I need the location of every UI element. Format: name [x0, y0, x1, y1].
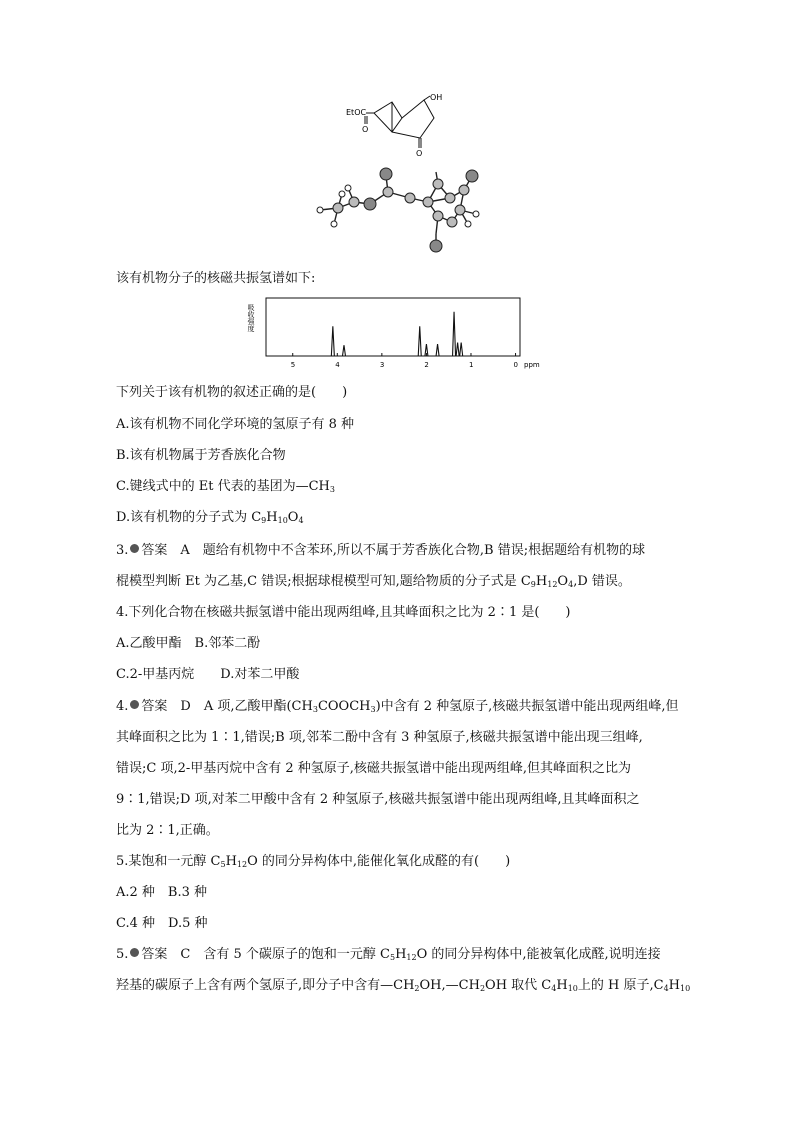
answer-5-line-2: 羟基的碳原子上含有两个氢原子,即分子中含有$—CH_2OH,—CH_2OH$ 取代 $C_4H_{10}$上的 H 原子$,C_4H_{10}$	[116, 978, 691, 993]
nmr-spectrum-chart	[248, 292, 548, 372]
q2-stem: 下列关于该有机物的叙述正确的是( )	[116, 385, 348, 400]
ester-o-label: O	[362, 125, 369, 134]
x-tick-label: 2	[424, 361, 429, 369]
nmr-peak	[331, 326, 334, 356]
nmr-intro: 该有机物分子的核磁共振氢谱如下:	[116, 271, 316, 286]
x-tick-label: 4	[335, 361, 340, 369]
plot-frame	[266, 298, 520, 356]
answer-marker-icon	[130, 544, 139, 553]
q2-option-b: B.该有机物属于芳香族化合物	[116, 448, 286, 463]
x-axis-unit: ppm	[524, 361, 540, 369]
q5-options-ab: A.2 种 B.3 种	[116, 885, 208, 900]
oh-label: OH	[430, 93, 443, 102]
y-axis-label: 吸收强度	[247, 304, 255, 332]
x-tick-label: 1	[468, 361, 474, 369]
ball-stick-model	[308, 162, 498, 258]
answer-4-line-3: 错误;C 项,2-甲基丙烷中含有 2 种氢原子,核磁共振氢谱中能出现两组峰,但其峰面积之比为	[116, 761, 632, 776]
nmr-peak	[436, 344, 439, 356]
answer-4-line-5: 比为 2∶1,正确。	[116, 823, 219, 838]
ketone-o-label: O	[416, 149, 423, 158]
q5-stem: 5.某饱和一元醇 $C_5H_{12}O$ 的同分异构体中,能催化氧化成醛的有( )	[116, 854, 511, 869]
q2-option-a: A.该有机物不同化学环境的氢原子有 8 种	[116, 417, 355, 432]
nmr-peak	[418, 326, 421, 356]
answer-4-line-2: 其峰面积之比为 1∶1,错误;B 项,邻苯二酚中含有 3 种氢原子,核磁共振氢谱中能出现三组峰,	[116, 730, 643, 745]
q4-stem: 4.下列化合物在核磁共振氢谱中能出现两组峰,且其峰面积之比为 2∶1 是( )	[116, 605, 571, 620]
etoc-label: EtOC	[346, 108, 367, 117]
answer-marker-icon	[130, 700, 139, 709]
q2-option-d: D.该有机物的分子式为 $C_9H_{10}O_4$	[116, 510, 304, 525]
answer-4-line-1: 4. 答案 D A 项,乙酸甲酯$(CH_3COOCH_3)$中含有 2 种氢原子,核磁共振氢谱中能出现两组峰,但	[116, 699, 679, 714]
answer-3-line-2: 棍模型判断 Et 为乙基,C 错误;根据球棍模型可知,题给物质的分子式是 $C_9H_{12}O_4,D$ 错误。	[116, 574, 631, 589]
q4-options-cd: C.2-甲基丙烷 D.对苯二甲酸	[116, 667, 300, 682]
x-tick-label: 0	[513, 361, 519, 369]
x-tick-label: 3	[379, 361, 385, 369]
x-tick-label: 5	[290, 361, 296, 369]
q5-options-cd: C.4 种 D.5 种	[116, 916, 208, 931]
nmr-peak	[456, 343, 459, 357]
answer-5-line-1: 5. 答案 C 含有 5 个碳原子的饱和一元醇 $C_5H_{12}O$ 的同分异构体中,能被氧化成醛,说明连接	[116, 947, 661, 962]
q2-option-c: C.键线式中的 Et 代表的基团为$—CH_3$	[116, 479, 335, 494]
answer-marker-icon	[130, 948, 139, 957]
nmr-peak	[453, 312, 456, 356]
nmr-peak	[342, 345, 345, 356]
answer-4-line-4: 9∶1,错误;D 项,对苯二甲酸中含有 2 种氢原子,核磁共振氢谱中能出现两组峰,且其峰面积之	[116, 792, 640, 807]
q4-options-ab: A.乙酸甲酯 B.邻苯二酚	[116, 636, 261, 651]
skeletal-structure	[340, 88, 460, 160]
nmr-peak	[460, 343, 463, 357]
answer-3-line-1: 3. 答案 A 题给有机物中不含苯环,所以不属于芳香族化合物,B 错误;根据题给有机物的球	[116, 543, 646, 558]
